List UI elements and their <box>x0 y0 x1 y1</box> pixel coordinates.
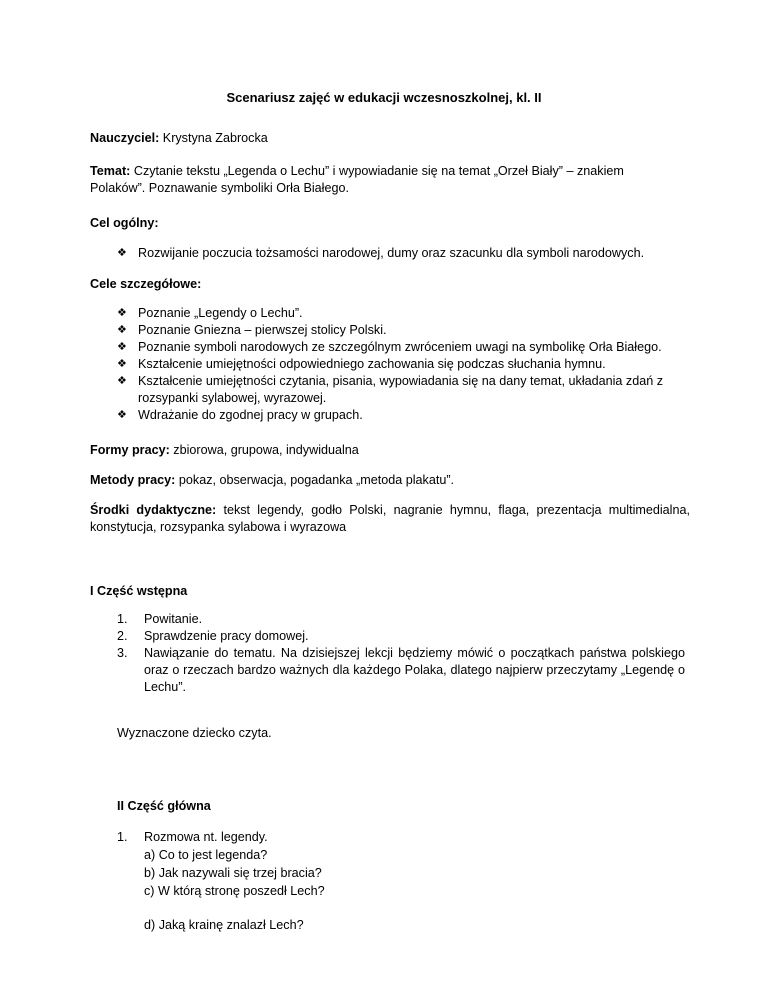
work-methods-line <box>90 472 690 489</box>
work-methods-value: pokaz, obserwacja, pogadanka „metoda plakatu”. <box>175 473 455 487</box>
list-item: 1. Powitanie. <box>117 612 203 626</box>
specific-goals-list <box>90 305 695 424</box>
topic-line2: Polaków”. Poznawanie symboliki Orła Białego. <box>90 181 349 195</box>
diamond-bullet-icon: ❖ <box>117 324 127 336</box>
part2-heading: II Część główna <box>117 799 211 813</box>
general-goal-heading: Cel ogólny: <box>90 216 159 230</box>
list-item: 2. Sprawdzenie pracy domowej. <box>117 629 309 643</box>
topic-block <box>90 163 680 197</box>
didactic-means-block <box>90 502 690 536</box>
part1-heading: I Część wstępna <box>90 584 188 598</box>
list-item: ❖ Poznanie Gniezna – pierwszej stolicy Polski. <box>117 323 387 337</box>
diamond-bullet-icon: ❖ <box>117 307 127 319</box>
question-a: a) Co to jest legenda? <box>144 848 268 862</box>
page-title: Scenariusz zajęć w edukacji wczesnoszkolnej, kl. II <box>226 90 542 105</box>
part1-note: Wyznaczone dziecko czyta. <box>117 726 272 740</box>
topic-line1: Czytanie tekstu „Legenda o Lechu” i wypowiadanie się na temat „Orzeł Biały” – znakiem <box>130 164 624 178</box>
list-item: ❖ Wdrażanie do zgodnej pracy w grupach. <box>117 408 363 422</box>
list-item: ❖ Poznanie „Legendy o Lechu”. <box>117 306 303 320</box>
diamond-bullet-icon: ❖ <box>117 247 127 259</box>
diamond-bullet-icon: ❖ <box>117 375 127 387</box>
list-item: 3. Nawiązanie do tematu. Na dzisiejszej lekcji będziemy mówić o początkach państwa polskiego oraz o rzeczach bardzo ważnych dla każdego Polaka, dlatego najpierw przeczytamy „Legendę o Lechu”. <box>117 646 685 694</box>
list-item: 1. Rozmowa nt. legendy. <box>117 830 268 844</box>
list-item: ❖ Poznanie symboli narodowych ze szczególnym zwróceniem uwagi na symbolikę Orła Białego. <box>117 340 662 354</box>
question-c: c) W którą stronę poszedł Lech? <box>144 884 325 898</box>
diamond-bullet-icon: ❖ <box>117 358 127 370</box>
part1-list <box>117 611 685 696</box>
teacher-label: Nauczyciel: <box>90 131 160 145</box>
specific-goals-heading: Cele szczegółowe: <box>90 277 202 291</box>
diamond-bullet-icon: ❖ <box>117 341 127 353</box>
part2-list <box>117 829 685 846</box>
work-forms-label: Formy pracy: <box>90 443 170 457</box>
list-item: ❖ Kształcenie umiejętności odpowiedniego zachowania się podczas słuchania hymnu. <box>117 357 606 371</box>
topic-label: Temat: <box>90 164 131 178</box>
question-b: b) Jak nazywali się trzej bracia? <box>144 866 322 880</box>
didactic-means-value: tekst legendy, godło Polski, nagranie hymnu, flaga, prezentacja multimedialna, konstytucja, rozsypanka sylabowa i wyrazowa <box>90 503 690 534</box>
teacher-line <box>90 130 690 147</box>
work-methods-label: Metody pracy: <box>90 473 176 487</box>
work-forms-value: zbiorowa, grupowa, indywidualna <box>169 443 359 457</box>
question-d: d) Jaką krainę znalazł Lech? <box>144 918 304 932</box>
list-item: ❖ Rozwijanie poczucia tożsamości narodowej, dumy oraz szacunku dla symboli narodowych. <box>117 246 645 260</box>
didactic-means-label: Środki dydaktyczne: <box>90 503 217 517</box>
diamond-bullet-icon: ❖ <box>117 409 127 421</box>
work-forms-line <box>90 442 690 459</box>
general-goal-list <box>90 245 690 262</box>
list-item: ❖ Kształcenie umiejętności czytania, pisania, wypowiadania się na dany temat, układania zdań z rozsypanki sylabowej, wyrazowej. <box>117 374 664 405</box>
teacher-value: Krystyna Zabrocka <box>159 131 268 145</box>
